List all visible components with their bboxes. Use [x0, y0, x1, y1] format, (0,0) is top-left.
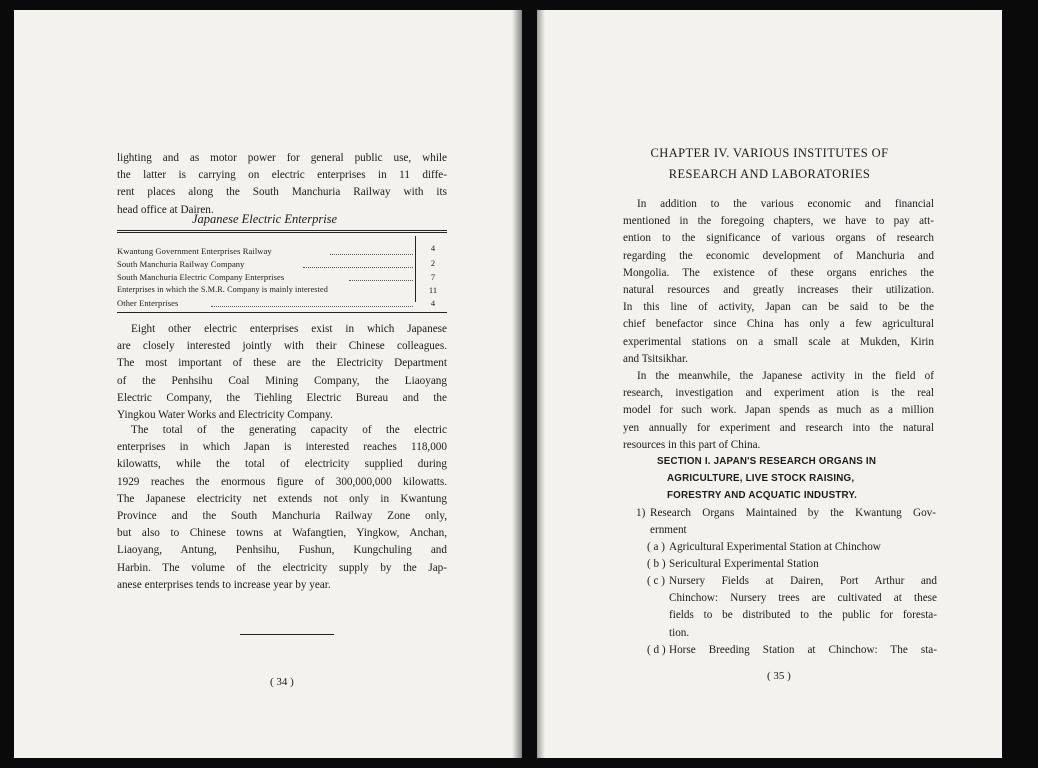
- page-number: ( 35 ): [767, 670, 791, 682]
- text-line: chief benefactor since China has only a few agricultural: [623, 318, 934, 331]
- table-title: Japanese Electric Enterprise: [192, 212, 338, 226]
- leader-dots: [211, 306, 413, 307]
- text-line: Agricultural Experimental Station at Chinchow: [669, 541, 881, 553]
- text-line: model for such work. Japan spends as much as a million: [623, 404, 934, 417]
- enterprise-count: 4: [430, 243, 436, 253]
- text-line: head office at Dairen.: [117, 203, 214, 216]
- text-line: Research Organs Maintained by the Kwantung Gov-: [650, 507, 936, 519]
- chapter-subtitle: RESEARCH AND LABORATORIES: [668, 167, 871, 181]
- table-row: [117, 259, 447, 272]
- text-line: Eight other electric enterprises exist in which Japanese: [131, 323, 447, 335]
- text-line: Mongolia. The existence of these organs enriches the: [623, 266, 934, 279]
- text-line: and Tsitsikhar.: [623, 352, 688, 365]
- enterprise-name: Enterprises in which the S.M.R. Company is mainly interested: [117, 285, 328, 294]
- enterprise-count: 11: [428, 285, 438, 295]
- text-line: rent places along the South Manchuria Railway with its: [117, 186, 447, 199]
- leader-dots: [303, 267, 413, 268]
- table-rule-top: [117, 230, 447, 231]
- text-line: Harbin. The volume of the electricity supply by the Jap-: [117, 561, 447, 574]
- list-marker: ( a ): [647, 541, 666, 553]
- text-line: Yingkou Water Works and Electricity Company.: [117, 409, 333, 422]
- leader-dots: [330, 254, 413, 255]
- book-gutter-shadow: [537, 10, 545, 758]
- text-line: natural resources and greatly increases their utilization.: [623, 284, 934, 297]
- text-line: Electric Company, the Tiehling Electric Bureau and the: [117, 391, 447, 404]
- list-marker: ( b ): [647, 558, 666, 570]
- table-row: [117, 298, 447, 311]
- text-line: In this line of activity, Japan can be said to be the: [623, 301, 934, 314]
- table-row: [117, 285, 447, 298]
- left-para-3: [117, 422, 447, 594]
- table-row: [117, 272, 447, 285]
- text-line: The total of the generating capacity of the electric: [131, 424, 447, 436]
- text-line: lighting and as motor power for general public use, while: [117, 152, 447, 164]
- table-rule-bottom: [117, 312, 447, 313]
- text-line: Liaoyang, Antung, Penhsihu, Fushun, Kungchuling and: [117, 544, 447, 557]
- text-line: experimental stations on a small scale at Mukden, Kirin: [623, 335, 934, 348]
- enterprise-name: Other Enterprises: [117, 298, 179, 308]
- text-line: are closely interested jointly with their Chinese colleagues.: [117, 340, 447, 353]
- text-line: kilowatts, while the total of electricity supplied during: [117, 458, 447, 471]
- text-line: The most important of these are the Electricity Department: [117, 357, 447, 370]
- text-line: regarding the economic development of Manchuria and: [623, 249, 934, 262]
- list-marker: ( d ): [647, 644, 666, 656]
- enterprise-count: 2: [430, 258, 436, 268]
- text-line: enterprises in which Japan is interested reaches 118,000: [117, 441, 447, 454]
- text-line: The Japanese electricity net extends not only in Kwantung: [117, 492, 447, 505]
- text-line: fields to be distributed to the public for foresta-: [669, 609, 937, 622]
- left-para-1: [117, 150, 447, 219]
- table-row: [117, 243, 447, 259]
- text-line: Sericultural Experimental Station: [669, 558, 819, 570]
- book-gutter-shadow: [512, 10, 522, 758]
- section-heading: AGRICULTURE, LIVE STOCK RAISING,: [667, 473, 855, 484]
- text-line: Chinchow: Nursery trees are cultivated at these: [669, 592, 937, 605]
- text-line: 1929 reaches the enormous figure of 300,000,000 kilowatts.: [117, 475, 447, 488]
- page-number: ( 34 ): [270, 676, 294, 688]
- enterprise-count: 7: [430, 272, 436, 282]
- text-line: Province and the South Manchuria Railway Zone only,: [117, 510, 447, 523]
- text-line: but also to Chinese towns at Wafangtien, Yingkow, Anchan,: [117, 527, 447, 540]
- text-line: the latter is carrying on electric enterprises in 11 diffe-: [117, 169, 447, 182]
- enterprise-name: Kwantung Government Enterprises Railway: [117, 246, 272, 256]
- list-marker: ( c ): [647, 575, 666, 587]
- text-line: Nursery Fields at Dairen, Port Arthur and: [669, 575, 937, 587]
- table-rule-top-inner: [117, 232, 447, 233]
- text-line: of the Penhsihu Coal Mining Company, the Liaoyang: [117, 374, 447, 387]
- right-page: [537, 10, 1002, 758]
- list-marker: 1): [636, 507, 646, 519]
- text-line: In the meanwhile, the Japanese activity in the field of: [637, 370, 934, 382]
- leader-dots: [349, 280, 413, 281]
- section-heading: SECTION I. JAPAN'S RESEARCH ORGANS IN: [657, 456, 877, 467]
- text-line: yen annually for experiment and research into the natural: [623, 421, 934, 434]
- enterprise-count: 4: [430, 298, 436, 308]
- enterprise-name: South Manchuria Railway Company: [117, 259, 245, 269]
- text-line: anese enterprises tends to increase year by year.: [117, 578, 331, 591]
- right-para-1: [623, 196, 934, 368]
- section-heading: FORESTRY AND ACQUATIC INDUSTRY.: [667, 490, 857, 501]
- text-line: ention to the significance of various organs of research: [623, 232, 934, 245]
- text-line: mentioned in the foregoing chapters, we have to pay att-: [623, 215, 934, 228]
- chapter-title: CHAPTER IV. VARIOUS INSTITUTES OF: [650, 146, 889, 160]
- left-para-2: [117, 321, 447, 424]
- left-page: [14, 10, 522, 758]
- text-line: tion.: [669, 626, 690, 639]
- text-line: Horse Breeding Station at Chinchow: The sta-: [669, 644, 937, 656]
- text-line: ernment: [650, 524, 687, 536]
- text-line: research, investigation and experiment ation is the real: [623, 387, 934, 400]
- text-line: In addition to the various economic and financial: [637, 198, 934, 210]
- right-para-2: [623, 368, 934, 454]
- text-line: resources in this part of China.: [623, 438, 761, 451]
- enterprise-name: South Manchuria Electric Company Enterprises: [117, 272, 285, 282]
- end-rule: [240, 634, 334, 635]
